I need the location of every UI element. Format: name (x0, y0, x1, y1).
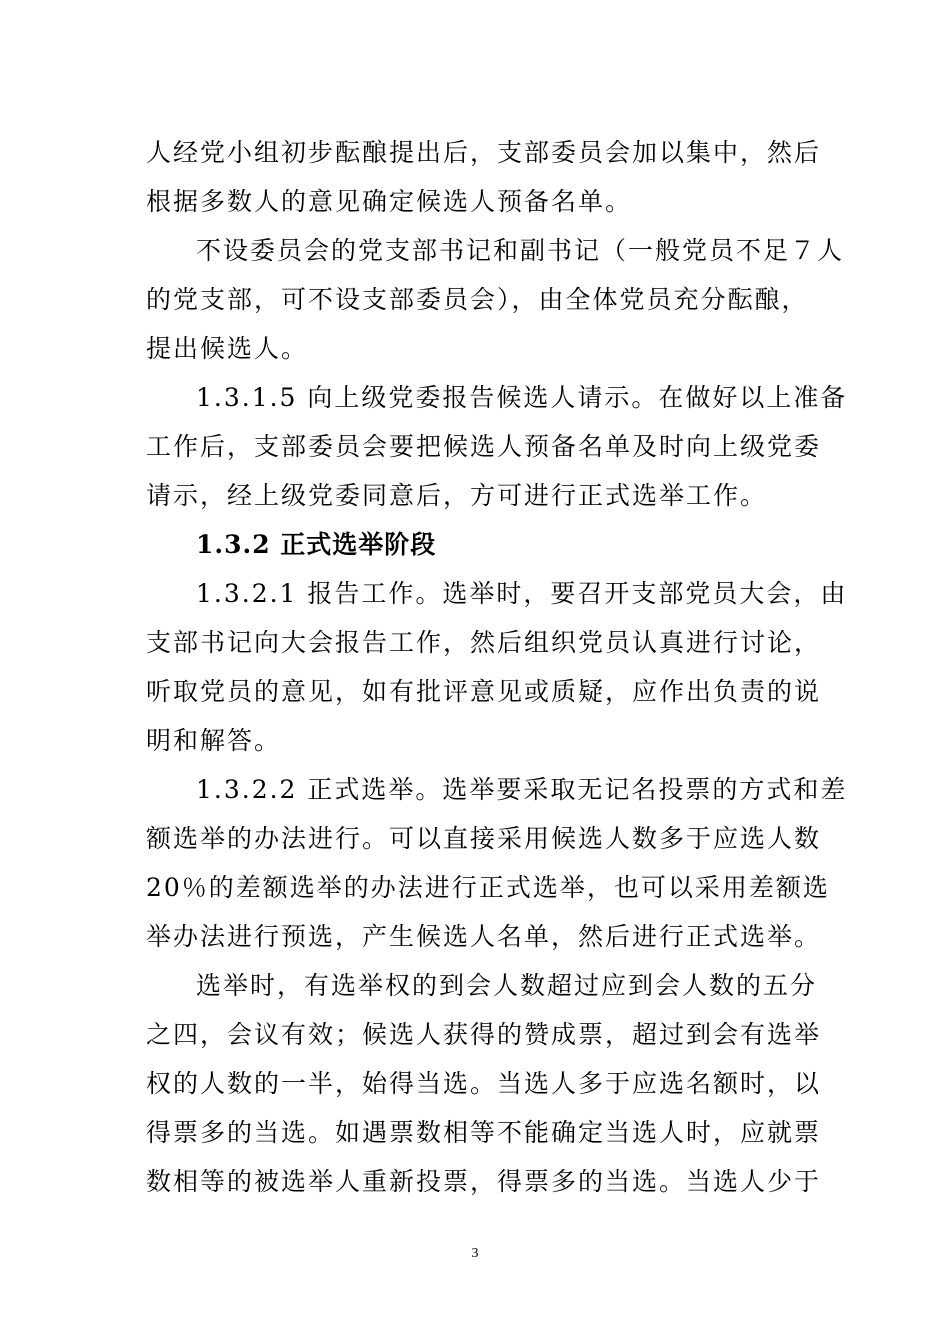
text-line: 数相等的被选举人重新投票，得票多的当选。当选人少于 (146, 1167, 822, 1196)
text-line: 选举时，有选举权的到会人数超过应到会人数的五分 (196, 971, 818, 1000)
text-line: 人经党小组初步酝酿提出后，支部委员会加以集中，然后 (146, 138, 822, 167)
text-line: 支部书记向大会报告工作，然后组织党员认真进行讨论， (146, 628, 822, 657)
text-line: 的党支部，可不设支部委员会），由全体党员充分酝酿， (146, 285, 809, 314)
text-line: 得票多的当选。如遇票数相等不能确定当选人时，应就票 (146, 1118, 822, 1147)
text-line: 权的人数的一半，始得当选。当选人多于应选名额时，以 (146, 1069, 822, 1098)
text-line: 根据多数人的意见确定候选人预备名单。 (146, 187, 633, 216)
text-line: 之四，会议有效；候选人获得的赞成票，超过到会有选举 (146, 1020, 822, 1049)
text-line: 20％的差额选举的办法进行正式选举，也可以采用差额选 (146, 873, 830, 902)
text-line: 1.3.1.5 向上级党委报告候选人请示。在做好以上准备 (196, 383, 848, 412)
body-text (146, 128, 848, 1206)
text-line: 请示，经上级党委同意后，方可进行正式选举工作。 (146, 481, 768, 510)
text-line: 听取党员的意见，如有批评意见或质疑，应作出负责的说 (146, 677, 822, 706)
section-heading: 1.3.2 正式选举阶段 (196, 530, 437, 559)
text-line: 不设委员会的党支部书记和副书记（一般党员不足７人 (196, 236, 845, 265)
text-line: 举办法进行预选，产生候选人名单，然后进行正式选举。 (146, 922, 822, 951)
text-line: 1.3.2.1 报告工作。选举时，要召开支部党员大会，由 (196, 579, 848, 608)
text-line: 明和解答。 (146, 726, 282, 755)
page-number: 3 (471, 1246, 479, 1261)
text-line: 额选举的办法进行。可以直接采用候选人数多于应选人数 (146, 824, 822, 853)
text-line: 工作后，支部委员会要把候选人预备名单及时向上级党委 (146, 432, 822, 461)
text-line: 提出候选人。 (146, 334, 309, 363)
text-line: 1.3.2.2 正式选举。选举要采取无记名投票的方式和差 (196, 775, 848, 804)
